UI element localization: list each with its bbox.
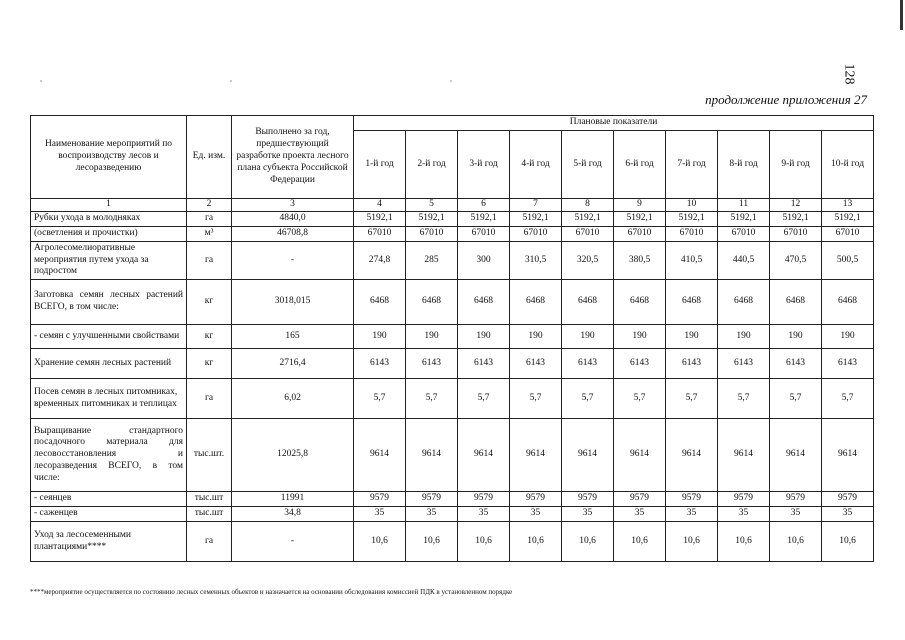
activity-name: Посев семян в лесных питомниках, временных питомниках и теплицах [31,379,187,419]
plan-value-cell: 190 [458,325,510,349]
table-row [31,325,874,349]
plan-value-cell: 9614 [614,419,666,492]
plan-value-cell: 5192,1 [770,211,822,226]
table-row [31,522,874,562]
plan-value-cell: 10,6 [354,522,406,562]
done-value-cell: 11991 [232,492,354,507]
plan-value-cell: 9579 [666,492,718,507]
plan-value-cell: 9614 [770,419,822,492]
activity-name: Выращивание стандартного посадочного материала для лесовосстановления и лесоразведения ВСЕГО, в том числе: [31,419,187,492]
plan-value-cell: 67010 [406,226,458,241]
plan-value-cell: 190 [822,325,874,349]
plan-value-cell: 9579 [562,492,614,507]
unit-cell: га [187,241,232,280]
column-number: 6 [458,199,510,212]
plan-value-cell: 67010 [718,226,770,241]
plan-value-cell: 67010 [614,226,666,241]
column-number: 8 [562,199,614,212]
plan-value-cell: 5,7 [406,379,458,419]
column-number: 5 [406,199,458,212]
header-year: 3-й год [458,131,510,199]
page-number: 128 [841,63,857,85]
plan-value-cell: 6143 [718,349,770,379]
plan-value-cell: 6143 [666,349,718,379]
done-value-cell: - [232,522,354,562]
plan-value-cell: 35 [718,507,770,522]
done-value-cell: 165 [232,325,354,349]
plan-value-cell: 5192,1 [354,211,406,226]
header-year: 4-й год [510,131,562,199]
plan-value-cell: 35 [770,507,822,522]
table-row [31,241,874,280]
plan-value-cell: 440,5 [718,241,770,280]
plan-value-cell: 9579 [718,492,770,507]
plan-value-cell: 67010 [822,226,874,241]
activity-name: Заготовка семян лесных растений ВСЕГО, в том числе: [31,280,187,325]
column-number: 2 [187,199,232,212]
plan-value-cell: 5192,1 [458,211,510,226]
plan-value-cell: 500,5 [822,241,874,280]
column-number: 3 [232,199,354,212]
activity-name: - семян с улучшенными свойствами [31,325,187,349]
plan-value-cell: 9579 [406,492,458,507]
table-body [31,211,874,561]
header-year: 8-й год [718,131,770,199]
plan-value-cell: 5192,1 [614,211,666,226]
column-number: 10 [666,199,718,212]
plan-value-cell: 35 [354,507,406,522]
plan-value-cell: 35 [614,507,666,522]
plan-value-cell: 190 [562,325,614,349]
plan-value-cell: 35 [458,507,510,522]
plan-value-cell: 6143 [354,349,406,379]
plan-value-cell: 6143 [822,349,874,379]
header-year: 6-й год [614,131,666,199]
plan-value-cell: 190 [510,325,562,349]
unit-cell: га [187,379,232,419]
plan-value-cell: 9579 [614,492,666,507]
plan-value-cell: 5192,1 [406,211,458,226]
plan-value-cell: 10,6 [822,522,874,562]
plan-value-cell: 6143 [770,349,822,379]
column-number: 12 [770,199,822,212]
plan-value-cell: 274,8 [354,241,406,280]
plan-value-cell: 9614 [458,419,510,492]
header-row-1 [31,116,874,131]
plan-value-cell: 190 [614,325,666,349]
done-value-cell: 6,02 [232,379,354,419]
plan-value-cell: 10,6 [562,522,614,562]
plan-value-cell: 310,5 [510,241,562,280]
plan-value-cell: 67010 [510,226,562,241]
scan-edge-mark [900,0,903,30]
plan-value-cell: 10,6 [770,522,822,562]
plan-value-cell: 10,6 [510,522,562,562]
plan-value-cell: 35 [406,507,458,522]
done-value-cell: 2716,4 [232,349,354,379]
scan-speck [40,80,42,82]
column-number: 7 [510,199,562,212]
plan-value-cell: 35 [510,507,562,522]
table-row [31,492,874,507]
plan-value-cell: 380,5 [614,241,666,280]
activity-name: (осветления и прочистки) [31,226,187,241]
activity-name: Хранение семян лесных растений [31,349,187,379]
scan-speck [230,80,232,82]
plan-value-cell: 67010 [770,226,822,241]
plan-value-cell: 6143 [406,349,458,379]
plan-value-cell: 410,5 [666,241,718,280]
header-year: 9-й год [770,131,822,199]
plan-value-cell: 6143 [562,349,614,379]
plan-value-cell: 6468 [510,280,562,325]
table-row [31,379,874,419]
plan-value-cell: 9614 [510,419,562,492]
plan-value-cell: 6468 [354,280,406,325]
header-year: 1-й год [354,131,406,199]
header-planned: Плановые показатели [354,116,874,131]
plan-value-cell: 67010 [354,226,406,241]
done-value-cell: - [232,241,354,280]
header-year: 7-й год [666,131,718,199]
plan-value-cell: 5192,1 [510,211,562,226]
plan-value-cell: 190 [406,325,458,349]
column-number: 4 [354,199,406,212]
activity-name: Уход за лесосеменными плантациями**** [31,522,187,562]
header-year: 2-й год [406,131,458,199]
column-number: 1 [31,199,187,212]
activity-name: - саженцев [31,507,187,522]
done-value-cell: 3018,015 [232,280,354,325]
activity-name: - сеянцев [31,492,187,507]
plan-value-cell: 5,7 [354,379,406,419]
plan-value-cell: 9614 [666,419,718,492]
plan-value-cell: 6468 [666,280,718,325]
plan-value-cell: 5,7 [614,379,666,419]
plan-value-cell: 5192,1 [666,211,718,226]
table-row [31,226,874,241]
activity-name: Рубки ухода в молодняках [31,211,187,226]
unit-cell: га [187,522,232,562]
activity-name: Агролесомелиоративные мероприятия путем ухода за подростом [31,241,187,280]
plan-value-cell: 67010 [666,226,718,241]
plan-value-cell: 67010 [562,226,614,241]
forest-reproduction-plan-table [30,115,874,562]
plan-value-cell: 5,7 [510,379,562,419]
done-value-cell: 34,8 [232,507,354,522]
plan-value-cell: 9614 [562,419,614,492]
plan-value-cell: 6468 [562,280,614,325]
plan-value-cell: 190 [354,325,406,349]
header-name: Наименование мероприятий по воспроизводству лесов и лесоразведению [31,116,187,199]
column-number: 11 [718,199,770,212]
plan-value-cell: 5192,1 [562,211,614,226]
appendix-continuation-note: продолжение приложения 27 [705,92,867,107]
plan-value-cell: 470,5 [770,241,822,280]
plan-value-cell: 285 [406,241,458,280]
unit-cell: тыс.шт. [187,419,232,492]
plan-value-cell: 9614 [822,419,874,492]
plan-value-cell: 6468 [822,280,874,325]
footnote: ****мероприятие осуществляется по состоянию лесных семенных объектов и назначается на основании обследования комиссией ПДК в установленном порядке [30,588,513,596]
plan-value-cell: 5,7 [770,379,822,419]
plan-value-cell: 190 [666,325,718,349]
unit-cell: га [187,211,232,226]
table-row [31,280,874,325]
plan-value-cell: 9579 [354,492,406,507]
plan-value-cell: 9614 [718,419,770,492]
plan-value-cell: 6468 [770,280,822,325]
unit-cell: кг [187,325,232,349]
table-row [31,211,874,226]
done-value-cell: 46708,8 [232,226,354,241]
plan-value-cell: 10,6 [718,522,770,562]
unit-cell: кг [187,280,232,325]
plan-value-cell: 6143 [614,349,666,379]
plan-value-cell: 6143 [510,349,562,379]
unit-cell: тыс.шт [187,507,232,522]
plan-value-cell: 35 [822,507,874,522]
unit-cell: кг [187,349,232,379]
plan-value-cell: 10,6 [458,522,510,562]
plan-value-cell: 6468 [718,280,770,325]
plan-value-cell: 190 [718,325,770,349]
plan-value-cell: 6468 [458,280,510,325]
done-value-cell: 12025,8 [232,419,354,492]
plan-value-cell: 35 [666,507,718,522]
plan-value-cell: 35 [562,507,614,522]
column-number: 9 [614,199,666,212]
plan-value-cell: 9614 [354,419,406,492]
plan-value-cell: 9579 [510,492,562,507]
plan-value-cell: 9579 [458,492,510,507]
plan-value-cell: 5192,1 [718,211,770,226]
plan-value-cell: 6468 [406,280,458,325]
plan-value-cell: 9579 [822,492,874,507]
plan-value-cell: 5,7 [666,379,718,419]
plan-value-cell: 190 [770,325,822,349]
done-value-cell: 4840,0 [232,211,354,226]
column-number-row [31,199,874,212]
table-row [31,349,874,379]
column-number: 13 [822,199,874,212]
plan-value-cell: 6143 [458,349,510,379]
plan-value-cell: 9614 [406,419,458,492]
table-row [31,419,874,492]
header-year: 10-й год [822,131,874,199]
header-unit: Ед. изм. [187,116,232,199]
plan-value-cell: 5,7 [718,379,770,419]
plan-value-cell: 10,6 [406,522,458,562]
plan-value-cell: 9579 [770,492,822,507]
plan-value-cell: 5192,1 [822,211,874,226]
scan-speck [450,80,452,82]
plan-value-cell: 5,7 [822,379,874,419]
unit-cell: тыс.шт [187,492,232,507]
plan-value-cell: 10,6 [614,522,666,562]
plan-value-cell: 10,6 [666,522,718,562]
plan-value-cell: 67010 [458,226,510,241]
plan-value-cell: 5,7 [562,379,614,419]
plan-value-cell: 6468 [614,280,666,325]
plan-value-cell: 300 [458,241,510,280]
plan-value-cell: 5,7 [458,379,510,419]
table-row [31,507,874,522]
unit-cell: м³ [187,226,232,241]
plan-value-cell: 320,5 [562,241,614,280]
header-year: 5-й год [562,131,614,199]
header-done: Выполнено за год, предшествующий разработке проекта лесного плана субъекта Российской Федерации [232,116,354,199]
